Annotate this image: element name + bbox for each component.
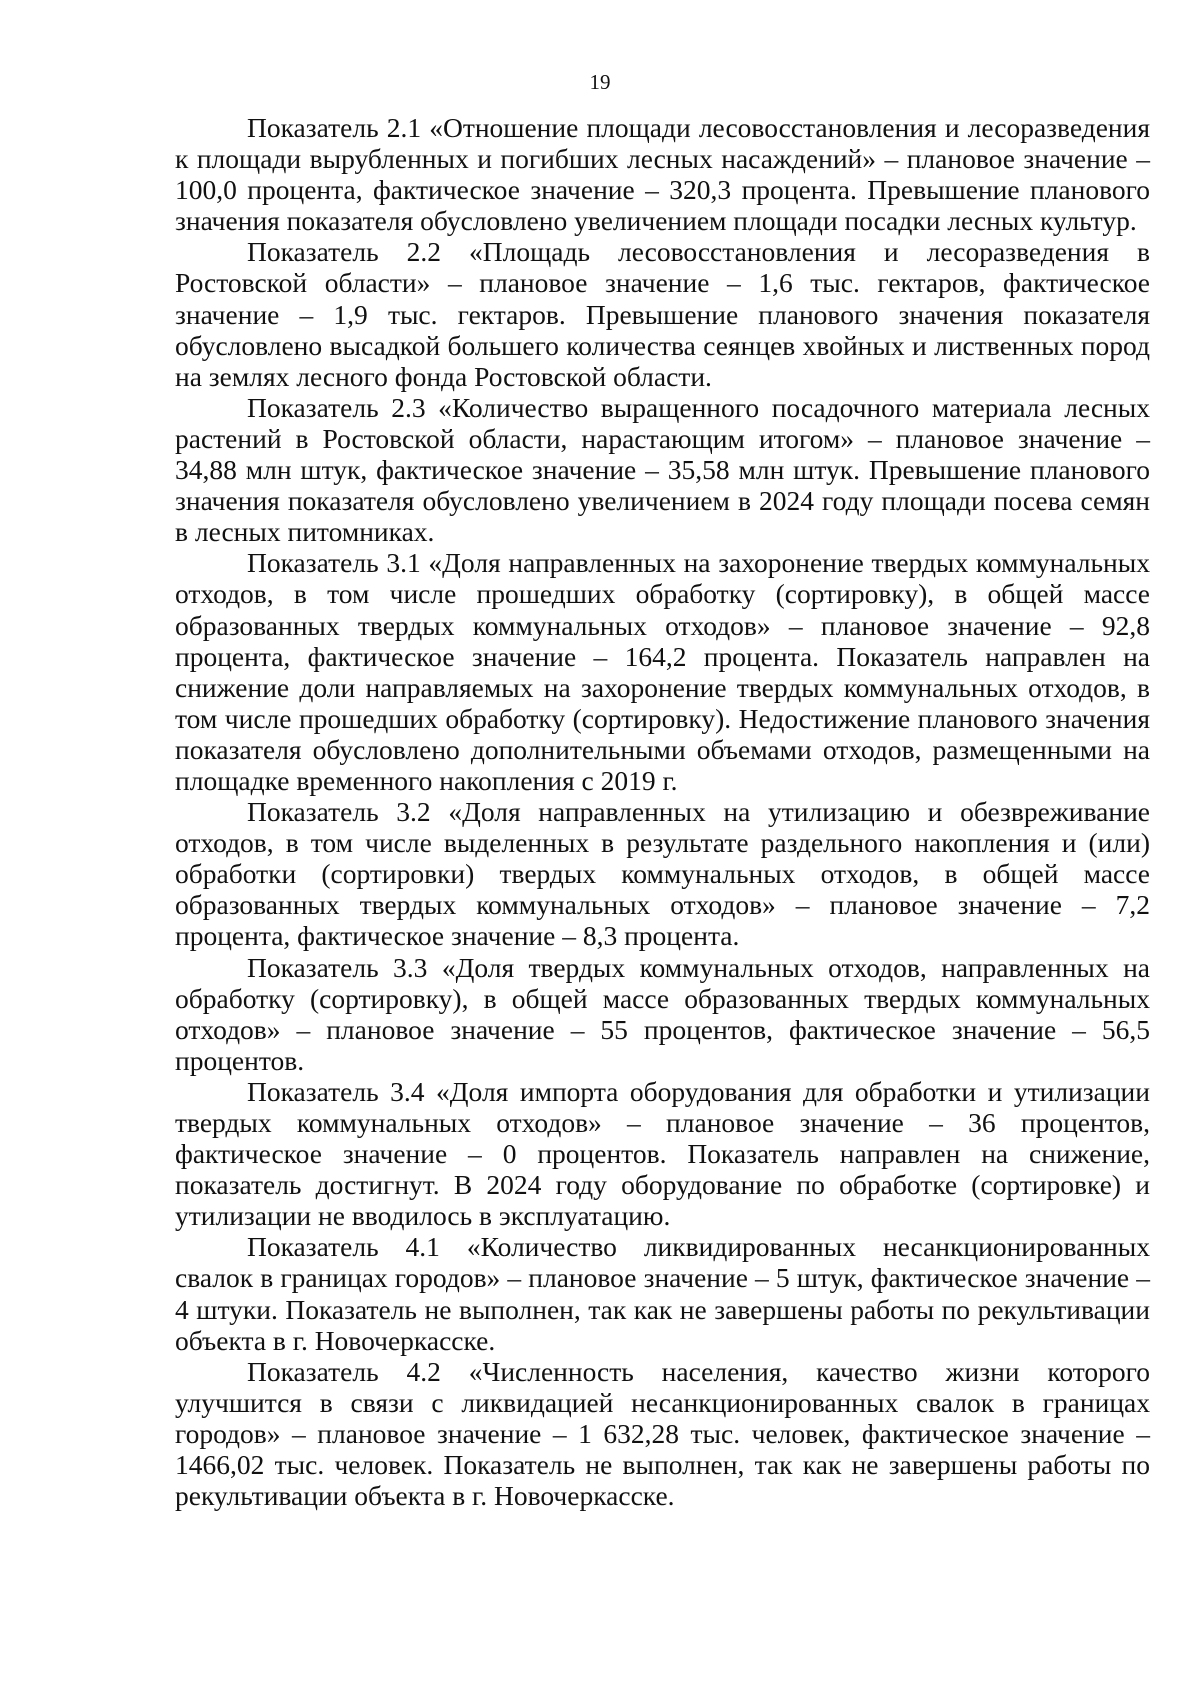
- page-number: 19: [589, 70, 611, 94]
- paragraph-indicator-4-1: Показатель 4.1 «Количество ликвидированных несанкционированных свалок в границах городов» – плановое значение – 5 штук, фактическое значение – 4 штуки. Показатель не выполнен, так как не завершены работы по рекультивации объекта в г. Новочеркасске.: [175, 1231, 1150, 1356]
- document-body: [175, 112, 1150, 1511]
- paragraph-indicator-4-2: Показатель 4.2 «Численность населения, качество жизни которого улучшится в связи с ликвидацией несанкционированных свалок в границах городов» – плановое значение – 1 632,28 тыс. человек, фактическое значение – 1466,02 тыс. человек. Показатель не выполнен, так как не завершены работы по рекультивации объекта в г. Новочеркасске.: [175, 1355, 1150, 1512]
- paragraph-indicator-3-1: Показатель 3.1 «Доля направленных на захоронение твердых коммунальных отходов, в том числе прошедших обработку (сортировку), в общей массе образованных твердых коммунальных отходов» – плановое значение – 92,8 процента, фактическое значение – 164,2 процента. Показатель направлен на снижение доли направляемых на захоронение твердых коммунальных отходов, в том числе прошедших обработку (сортировку). Недостижение планового значения показателя обусловлено дополнительными объемами отходов, размещенными на площадке временного накопления с 2019 г.: [175, 547, 1150, 796]
- paragraph-indicator-2-1: Показатель 2.1 «Отношение площади лесовосстановления и лесоразведения к площади вырубленных и погибших лесных насаждений» – плановое значение – 100,0 процента, фактическое значение – 320,3 процента. Превышение планового значения показателя обусловлено увеличением площади посадки лесных культур.: [175, 112, 1150, 237]
- paragraph-indicator-3-3: Показатель 3.3 «Доля твердых коммунальных отходов, направленных на обработку (сортировку), в общей массе образованных твердых коммунальных отходов» – плановое значение – 55 процентов, фактическое значение – 56,5 процентов.: [175, 951, 1150, 1076]
- paragraph-indicator-3-2: Показатель 3.2 «Доля направленных на утилизацию и обезвреживание отходов, в том числе выделенных в результате раздельного накопления и (или) обработки (сортировки) твердых коммунальных отходов, в общей массе образованных твердых коммунальных отходов» – плановое значение – 7,2 процента, фактическое значение – 8,3 процента.: [175, 796, 1150, 952]
- paragraph-indicator-2-2: Показатель 2.2 «Площадь лесовосстановления и лесоразведения в Ростовской области» – плановое значение – 1,6 тыс. гектаров, фактическое значение – 1,9 тыс. гектаров. Превышение планового значения показателя обусловлено высадкой большего количества сеянцев хвойных и лиственных пород на землях лесного фонда Ростовской области.: [175, 236, 1150, 392]
- paragraph-indicator-3-4: Показатель 3.4 «Доля импорта оборудования для обработки и утилизации твердых коммунальных отходов» – плановое значение – 36 процентов, фактическое значение – 0 процентов. Показатель направлен на снижение, показатель достигнут. В 2024 году оборудование по обработке (сортировке) и утилизации не вводилось в эксплуатацию.: [175, 1075, 1150, 1232]
- paragraph-indicator-2-3: Показатель 2.3 «Количество выращенного посадочного материала лесных растений в Ростовской области, нарастающим итогом» – плановое значение – 34,88 млн штук, фактическое значение – 35,58 млн штук. Превышение планового значения показателя обусловлено увеличением в 2024 году площади посева семян в лесных питомниках.: [175, 391, 1150, 548]
